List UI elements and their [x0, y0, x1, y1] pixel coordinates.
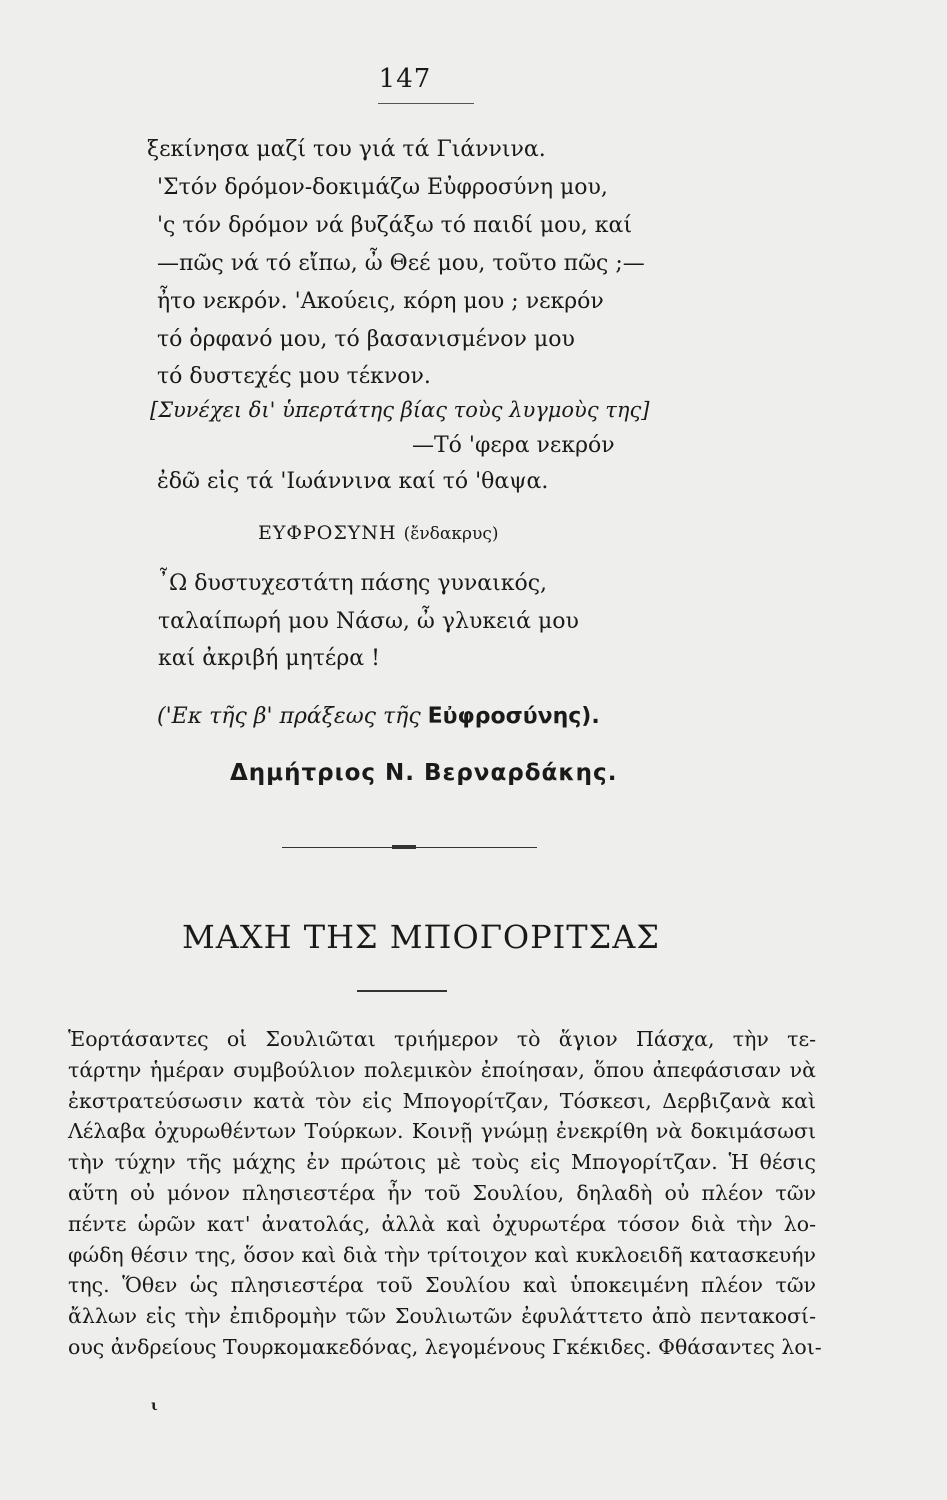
speaker-direction: (ἔνδακρυς): [403, 524, 499, 544]
source-work: Εὐφροσύνης).: [427, 704, 600, 729]
speaker-name: ΕΥΦΡΟΣΥΝΗ: [258, 522, 397, 544]
source-prefix: ('Εκ τῆς β' πράξεως τῆς: [157, 704, 421, 729]
prose-line: αὕτη οὐ μόνον πλησιεστέρα ἦν τοῦ Σουλίου, δηλαδὴ οὐ πλέον τῶν: [68, 1180, 816, 1205]
separator-ornament: [392, 845, 416, 849]
prose-line: ους ἀνδρείους Τουρκομακεδόνας, λεγομένους Γκέκιδες. Φθάσαντες λοι-: [68, 1334, 822, 1359]
title-rule: [357, 990, 447, 992]
speaker-heading: [258, 522, 499, 544]
source-citation: [157, 704, 600, 729]
prose-line: φώδη θέσιν της, ὅσον καὶ διὰ τὴν τρίτοιχον καὶ κυκλοειδῆ κατασκευήν: [68, 1242, 816, 1267]
page-number: 147: [378, 64, 432, 94]
verse-line: 'Στόν δρόμον-δοκιμάζω Εὐφροσύνη μου,: [157, 175, 608, 200]
speech-line: ῏Ω δυστυχεστάτη πάσης γυναικός,: [158, 571, 548, 596]
verse-line: 'ς τόν δρόμον νά βυζάξω τό παιδί μου, καί: [157, 213, 632, 238]
stage-direction: [Συνέχει δι' ὑπερτάτης βίας τοὺς λυγμοὺς της]: [150, 398, 650, 422]
prose-line: τὴν τύχην τῆς μάχης ἐν πρώτοις μὲ τοὺς εἰς Μπογορίτζαν. Ἡ θέσις: [68, 1150, 816, 1175]
prose-line: τάρτην ἡμέραν συμβούλιον πολεμικὸν ἐποίησαν, ὅπου ἀπεφάσισαν νὰ: [68, 1057, 816, 1082]
prose-line: ἄλλων εἰς τὴν ἐπιδρομὴν τῶν Σουλιωτῶν ἐφυλάττετο ἀπὸ πεντακοσί-: [68, 1304, 816, 1329]
verse-line: τό δυστεχές μου τέκνον.: [157, 364, 431, 389]
verse-line: ξεκίνησα μαζί του γιά τά Γιάννινα.: [147, 137, 546, 162]
prose-line: Ἑορτάσαντες οἱ Σουλιῶται τριήμερον τὸ ἅγιον Πάσχα, τὴν τε-: [68, 1027, 816, 1051]
verse-line: —πῶς νά τό εἴπω, ὦ Θεέ μου, τοῦτο πῶς ;—: [157, 251, 645, 276]
prose-line: της. Ὅθεν ὡς πλησιεστέρα τοῦ Σουλίου καὶ ὑποκειμένη πλέον τῶν: [68, 1273, 816, 1298]
speech-line: καί ἀκριβή μητέρα !: [158, 646, 380, 671]
prose-line: πέντε ὡρῶν κατ' ἀνατολάς, ἀλλὰ καὶ ὀχυρωτέρα τόσον διὰ τὴν λο-: [68, 1211, 816, 1236]
verse-continuation: —Τό 'φερα νεκρόν: [412, 433, 615, 458]
verse-line: ἐδῶ εἰς τά 'Ιωάννινα καί τό 'θαψα.: [157, 469, 549, 494]
verse-line: ἦτο νεκρόν. 'Ακούεις, κόρη μου ; νεκρόν: [157, 289, 604, 314]
prose-line: ἐκστρατεύσωσιν κατὰ τὸν εἰς Μπογορίτζαν, Τόσκεσι, Δερβιζανὰ καὶ: [68, 1088, 816, 1113]
verse-line: τό ὀρφανό μου, τό βασανισμένον μου: [157, 327, 575, 352]
author-signature: Δημήτριος Ν. Βερναρδάκης.: [230, 760, 618, 786]
printer-signature-mark: ι: [151, 1398, 158, 1414]
section-title: ΜΑΧΗ ΤΗΣ ΜΠΟΓΟΡΙΤΣΑΣ: [182, 918, 660, 956]
speech-line: ταλαίπωρή μου Νάσω, ὦ γλυκειά μου: [158, 609, 579, 634]
prose-line: Λέλαβα ὀχυρωθέντων Τούρκων. Κοινῇ γνώμῃ ἐνεκρίθη νὰ δοκιμάσωσι: [68, 1119, 816, 1144]
prose-paragraph: [68, 1024, 822, 1363]
page-number-rule: [378, 103, 474, 104]
